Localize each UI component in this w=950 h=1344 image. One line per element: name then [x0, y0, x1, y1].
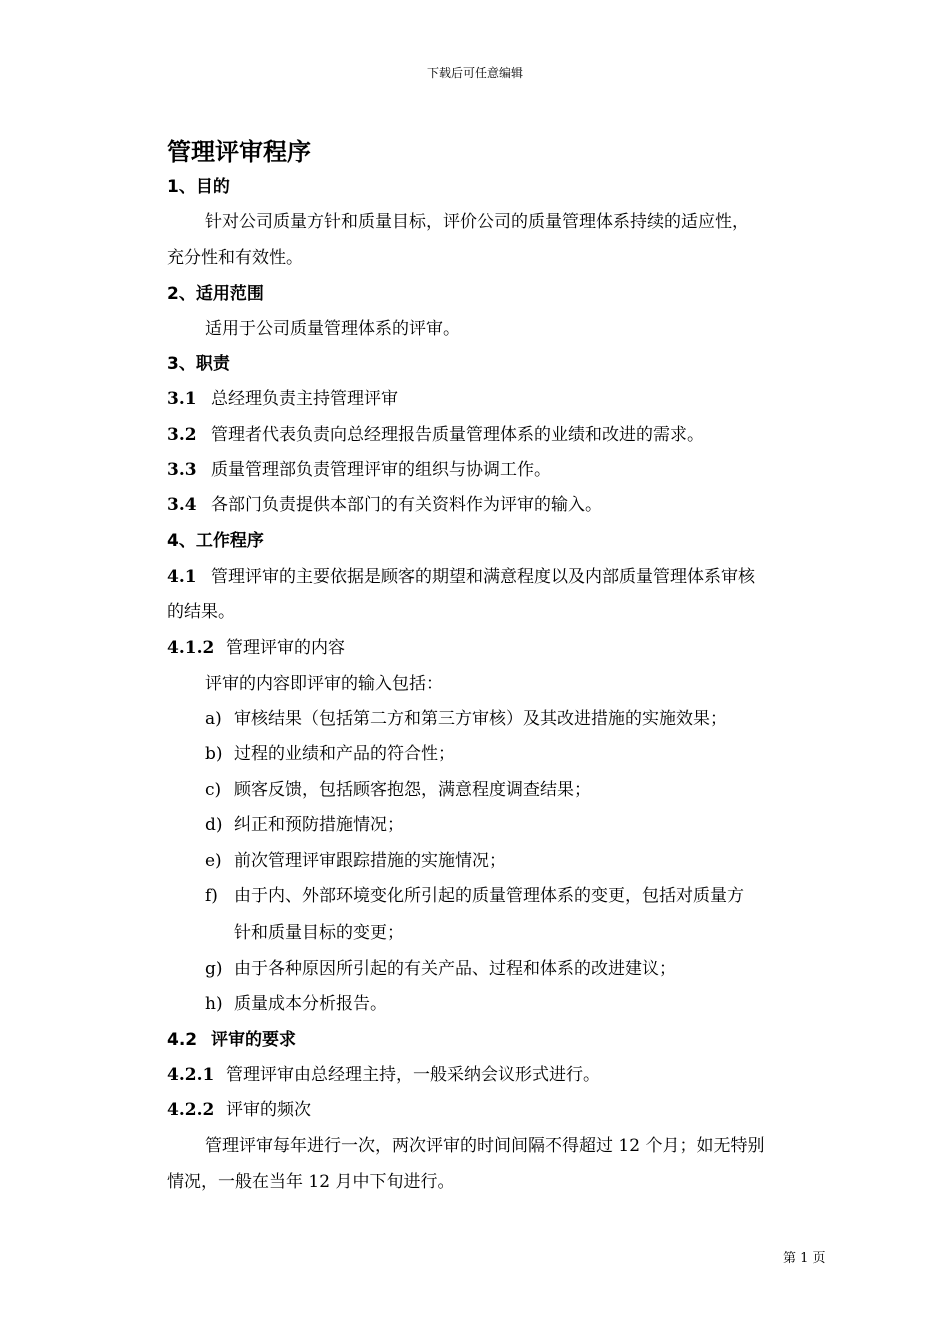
- item-number: 3.2: [167, 425, 197, 445]
- item-letter: a): [205, 709, 222, 729]
- item-letter: b): [205, 744, 223, 764]
- section-4-heading: 4、工作程序: [167, 531, 264, 551]
- item-number: 3.1: [167, 389, 197, 409]
- item-text: 由于各种原因所引起的有关产品、过程和体系的改进建议；: [234, 959, 676, 979]
- item-letter: h): [205, 994, 223, 1014]
- clause-4-2-heading: [167, 1029, 296, 1051]
- clause-number: 4.2.1: [167, 1065, 215, 1085]
- review-input-item: [205, 814, 404, 836]
- item-letter: d): [205, 815, 223, 835]
- item-text: 前次管理评审跟踪措施的实施情况；: [234, 851, 506, 871]
- item-text: 质量管理部负责管理评审的组织与协调工作。: [211, 460, 551, 480]
- item-text: 质量成本分析报告。: [234, 994, 387, 1014]
- clause-number: 4.2.2: [167, 1100, 215, 1120]
- review-input-item: [205, 708, 727, 730]
- item-number: 3.3: [167, 460, 197, 480]
- frequency-paragraph-line-1: 管理评审每年进行一次，两次评审的时间间隔不得超过 12 个月；如无特别: [205, 1136, 765, 1156]
- clause-number: 4.1.2: [167, 638, 215, 658]
- item-text: 过程的业绩和产品的符合性；: [234, 744, 455, 764]
- clause-text: 管理评审由总经理主持，一般采纳会议形式进行。: [226, 1065, 600, 1085]
- page-number: 第 1 页: [783, 1251, 826, 1266]
- responsibility-item: [167, 494, 602, 516]
- clause-text: 管理评审的内容: [226, 638, 345, 658]
- document-title: 管理评审程序: [167, 138, 311, 166]
- responsibility-item: [167, 459, 551, 481]
- page-header: 下载后可任意编辑: [426, 66, 523, 80]
- review-input-item: [205, 885, 744, 907]
- responsibility-item: [167, 388, 398, 410]
- section-1-paragraph-line-2: 充分性和有效性。: [167, 248, 303, 268]
- review-input-item-continuation: 针和质量目标的变更；: [234, 923, 404, 943]
- clause-4-2-2: [167, 1099, 311, 1121]
- item-text: 审核结果（包括第二方和第三方审核）及其改进措施的实施效果；: [234, 709, 727, 729]
- clause-4-1-2: [167, 637, 345, 659]
- item-text: 由于内、外部环境变化所引起的质量管理体系的变更，包括对质量方: [234, 886, 744, 906]
- section-1-paragraph-line-1: 针对公司质量方针和质量目标，评价公司的质量管理体系持续的适应性，: [205, 212, 749, 232]
- item-letter: g): [205, 959, 223, 979]
- clause-text: 评审的频次: [226, 1100, 311, 1120]
- review-input-item: [205, 993, 387, 1015]
- clause-text: 评审的要求: [211, 1030, 296, 1050]
- item-text: 总经理负责主持管理评审: [211, 389, 398, 409]
- review-input-intro: 评审的内容即评审的输入包括：: [205, 674, 443, 694]
- item-text: 各部门负责提供本部门的有关资料作为评审的输入。: [211, 495, 602, 515]
- clause-4-1-line-2: 的结果。: [167, 602, 235, 622]
- item-letter: e): [205, 851, 222, 871]
- clause-number: 4.2: [167, 1030, 198, 1050]
- responsibility-item: [167, 424, 704, 446]
- clause-4-1-line-1: [167, 566, 755, 588]
- section-1-heading: 1、目的: [167, 177, 230, 197]
- frequency-paragraph-line-2: 情况，一般在当年 12 月中下旬进行。: [167, 1172, 455, 1192]
- clause-4-2-1: [167, 1064, 600, 1086]
- review-input-item: [205, 850, 506, 872]
- clause-number: 4.1: [167, 567, 197, 587]
- item-text: 顾客反馈，包括顾客抱怨，满意程度调查结果；: [234, 780, 591, 800]
- item-number: 3.4: [167, 495, 197, 515]
- review-input-item: [205, 958, 676, 980]
- item-text: 管理者代表负责向总经理报告质量管理体系的业绩和改进的需求。: [211, 425, 704, 445]
- review-input-item: [205, 779, 591, 801]
- section-2-paragraph: 适用于公司质量管理体系的评审。: [205, 319, 460, 339]
- item-letter: c): [205, 780, 222, 800]
- item-letter: f): [205, 886, 218, 906]
- review-input-item: [205, 743, 455, 765]
- section-3-heading: 3、职责: [167, 354, 230, 374]
- item-text: 纠正和预防措施情况；: [234, 815, 404, 835]
- clause-text: 管理评审的主要依据是顾客的期望和满意程度以及内部质量管理体系审核: [211, 567, 755, 587]
- section-2-heading: 2、适用范围: [167, 284, 264, 304]
